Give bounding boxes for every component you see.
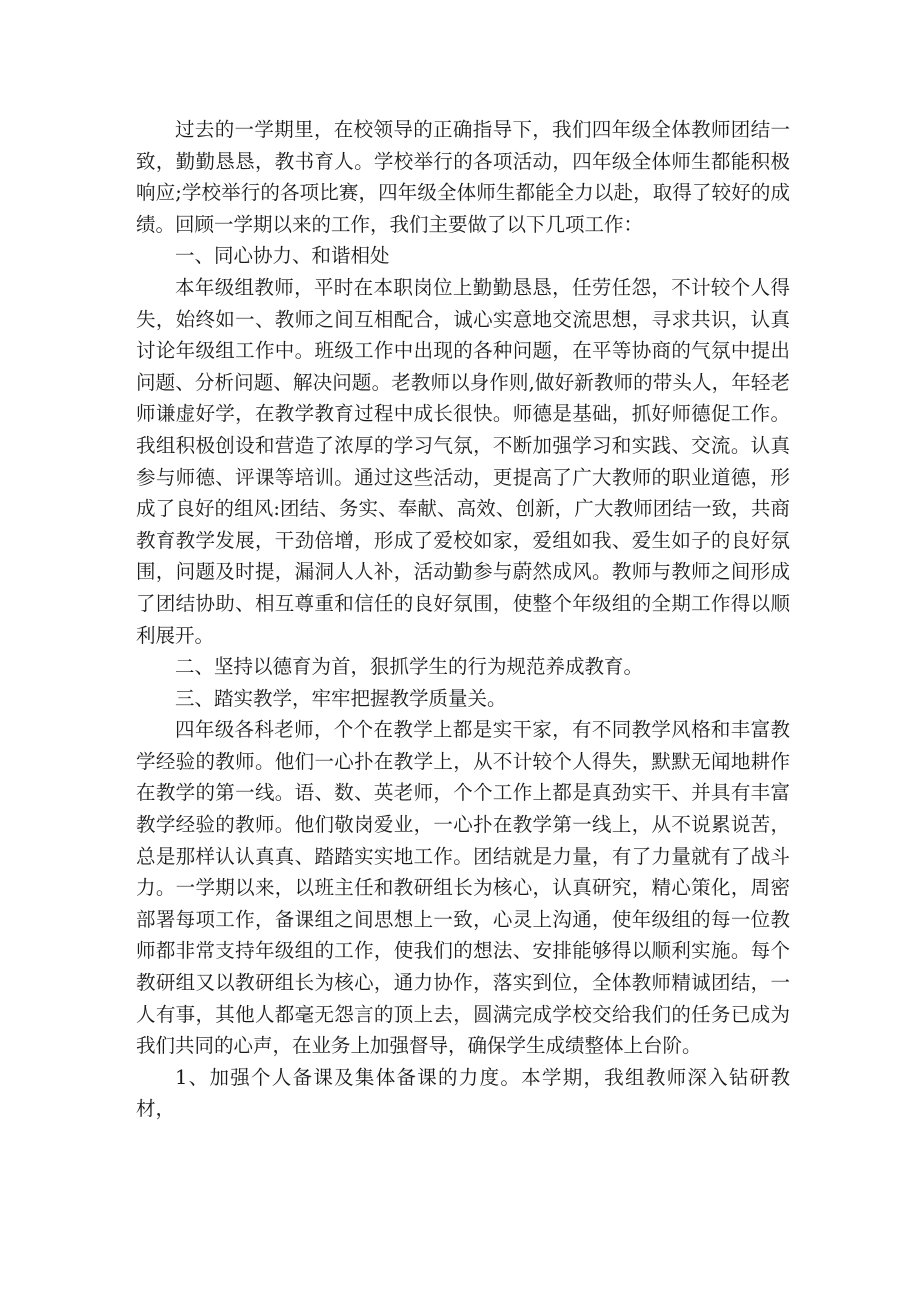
body-paragraph: 本年级组教师，平时在本职岗位上勤勤恳恳，任劳任怨，不计较个人得失，始终如一、教师之间互相配合，诚心实意地交流思想，寻求共识，认真讨论年级组工作中。班级工作中出现的各种问题，在平等协商的气氛中提出问题、分析问题、解决问题。老教师以身作则,做好新教师的带头人，年轻老师谦虚好学，在教学教育过程中成长很快。师德是基础，抓好师德促工作。我组积极创设和营造了浓厚的学习气氛，不断加强学习和实践、交流。认真参与师德、评课等培训。通过这些活动，更提高了广大教师的职业道德，形成了良好的组风:团结、务实、奉献、高效、创新，广大教师团结一致，共商教育教学发展，干劲倍增，形成了爱校如家，爱组如我、爱生如子的良好氛围，问题及时提，漏洞人人补，活动勤参与蔚然成风。教师与教师之间形成了团结协助、相互尊重和信任的良好氛围，使整个年级组的全期工作得以顺利展开。 [136, 275, 790, 647]
intro-paragraph: 过去的一学期里，在校领导的正确指导下，我们四年级全体教师团结一致，勤勤恳恳，教书育人。学校举行的各项活动，四年级全体师生都能积极响应;学校举行的各项比赛，四年级全体师生都能全力以赴，取得了较好的成绩。回顾一学期以来的工作，我们主要做了以下几项工作： [136, 118, 790, 236]
section-heading-2: 二、坚持以德育为首，狠抓学生的行为规范养成教育。 [175, 655, 644, 679]
body-paragraph: 四年级各科老师，个个在教学上都是实干家，有不同教学风格和丰富教学经验的教师。他们一心扑在教学上，从不计较个人得失，默默无闻地耕作在教学的第一线。语、数、英老师，个个工作上都是真劲实干、并具有丰富教学经验的教师。他们敬岗爱业，一心扑在教学第一线上，从不说累说苦，总是那样认认真真、踏踏实实地工作。团结就是力量，有了力量就有了战斗力。一学期以来，以班主任和教研组长为核心，认真研究，精心策化，周密部署每项工作，备课组之间思想上一致，心灵上沟通，使年级组的每一位教师都非常支持年级组的工作，使我们的想法、安排能够得以顺利实施。每个教研组又以教研组长为核心，通力协作，落实到位，全体教师精诚团结，一人有事，其他人都毫无怨言的顶上去，圆满完成学校交给我们的任务已成为我们共同的心声，在业务上加强督导，确保学生成绩整体上台阶。 [136, 718, 790, 1058]
numbered-item-1: 1、加强个人备课及集体备课的力度。本学期，我组教师深入钻研教材， [136, 1065, 790, 1121]
section-heading-1: 一、同心协力、和谐相处 [175, 244, 390, 268]
section-heading-3: 三、踏实教学，牢牢把握教学质量关。 [175, 686, 507, 710]
document-body [136, 114, 790, 1125]
